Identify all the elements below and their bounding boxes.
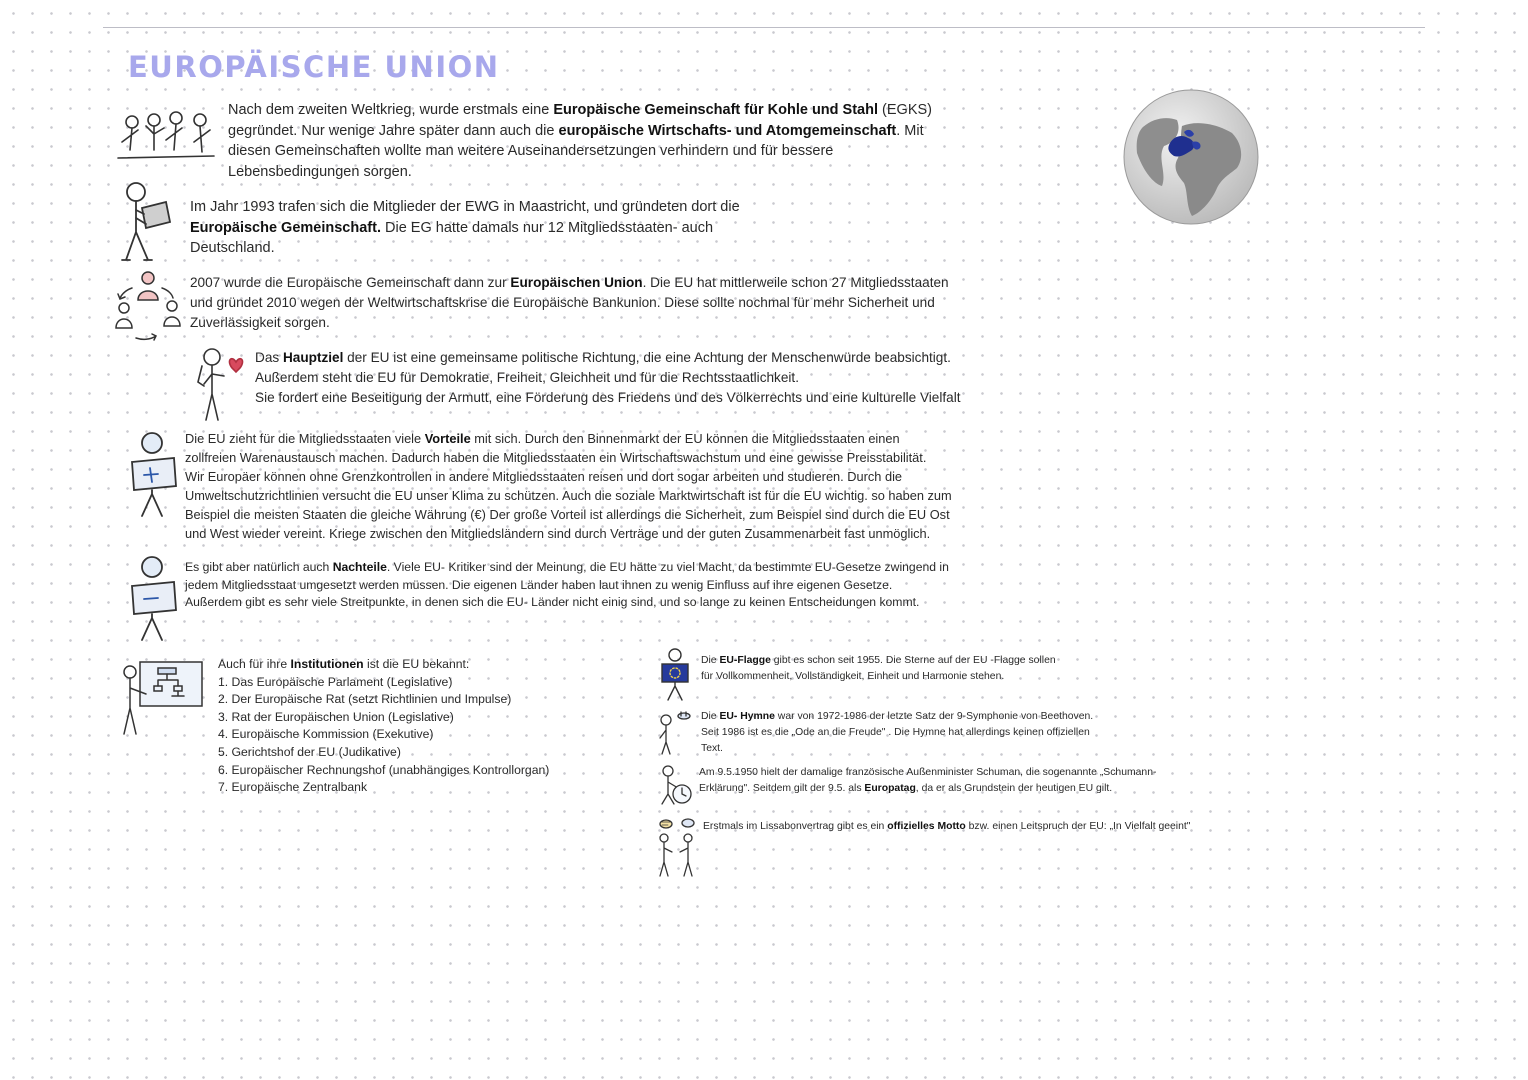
eu-paragraph — [190, 273, 949, 333]
list-item: 6. Europäischer Rechnungshof (unabhängiges Kontrollorgan) — [218, 762, 550, 777]
egks-line-4: Lebensbedingungen sorgen. — [228, 163, 412, 180]
egks-paragraph — [228, 100, 932, 182]
hymne-line-3: Text. — [701, 743, 723, 754]
eg-line-1: Im Jahr 1993 trafen sich die Mitglieder der EWG in Maastricht, und gründeten dort die — [190, 199, 740, 215]
flagge-line-1: Die EU-Flagge gibt es schon seit 1955. Die Sterne auf der EU -Flagge sollen — [701, 655, 1056, 666]
hymne-line-2: Seit 1986 ist es die „Ode an die Freude" . Die Hymne hat allerdings keinen offiziellen — [701, 727, 1090, 738]
ziel-line-2: Außerdem steht die EU für Demokratie, Freiheit, Gleichheit und für die Rechtsstaatlichkeit. — [255, 370, 799, 385]
europatag-line-2: Erklärung". Seitdem gilt der 9.5. als Europatag, da er als Grundstein der heutigen EU gilt. — [699, 783, 1113, 794]
motto-paragraph — [703, 819, 1190, 835]
egks-line-1: Nach dem zweiten Weltkrieg, wurde erstmals eine Europäische Gemeinschaft für Kohle und Stahl (EGKS) — [228, 102, 932, 118]
vorteile-line-6: und West wieder vereint. Kriege zwischen den Mitgliedsländern sind durch Verträge und der guten Zusammenarbeit fast unmöglich. — [185, 526, 931, 541]
nachteile-line-1: Es gibt aber natürlich auch Nachteile. Viele EU- Kritiker sind der Meinung, die EU hätte zu viel Macht, da bestimmte EU-Gesetze zwingend in — [185, 560, 949, 574]
flagge-paragraph — [701, 653, 1056, 685]
presentation-board-icon — [118, 658, 206, 738]
europatag-paragraph — [699, 765, 1156, 797]
institutionen-block — [218, 656, 549, 797]
hauptziel-paragraph — [255, 348, 961, 408]
person-carrying-icon — [116, 180, 172, 266]
people-group-icon — [116, 106, 218, 166]
flag-holder-icon — [658, 648, 692, 702]
nachteile-paragraph — [185, 559, 949, 612]
people-cycle-icon — [110, 268, 186, 344]
vorteile-line-1: Die EU zieht für die Mitgliedsstaaten viele Vorteile mit sich. Durch den Binnenmarkt der EU können die Mitgliedsstaaten einen — [185, 431, 900, 446]
list-item: 2. Der Europäische Rat (setzt Richtlinien und Impulse) — [218, 692, 512, 707]
person-clock-icon — [656, 764, 696, 806]
eg-line-2: Europäische Gemeinschaft. Die EG hatte damals nur 12 Mitgliedsstaaten- auch — [190, 219, 714, 236]
eu-line-2: und gründet 2010 wegen der Weltwirtschaftskrise die Europäische Bankunion. Diese sollte nochmal für mehr Sicherheit und — [190, 295, 935, 310]
top-divider — [103, 27, 1425, 28]
list-item: 7. Europäische Zentralbank — [218, 780, 368, 795]
eu-line-3: Zuverlässigkeit sorgen. — [190, 315, 330, 330]
globe-icon — [1122, 88, 1260, 226]
music-singer-icon — [656, 710, 694, 756]
europatag-line-1: Am 9.5.1950 hielt der damalige französische Außenminister Schuman, die sogenannte „Schumann- — [699, 767, 1157, 778]
nachteile-line-2: jedem Mitgliedsstaat umgesetzt werden müssen. Die eigenen Länder haben laut ihnen zu wenig Einfluss auf ihre eigenen Gesetze. — [185, 577, 893, 592]
ziel-line-1: Das Hauptziel der EU ist eine gemeinsame politische Richtung, die eine Achtung der Menschenwürde beabsichtigt. — [255, 350, 951, 365]
hymne-line-1: Die EU- Hymne war von 1972-1986 der letzte Satz der 9-Symphonie von Beethoven. — [701, 711, 1094, 722]
person-minus-sign-icon — [128, 554, 178, 642]
flagge-line-2: für Vollkommenheit, Vollständigkeit, Einheit und Harmonie stehen. — [701, 671, 1005, 682]
vorteile-line-5: Beispiel die meisten Staaten die gleiche Währung (€) Der große Vorteil ist allerdings die Sicherheit, zum Beispiel sind durch die EU Ost — [185, 507, 950, 522]
egks-line-3: diesen Gemeinschaften wollte man weitere Auseinandersetzungen verhindern und für bessere — [228, 143, 834, 160]
motto-line-1: Erstmals im Lissabonvertrag gibt es ein offizielles Motto bzw. einen Leitspruch der EU: „In Vielfalt geeint" — [703, 821, 1191, 832]
vorteile-paragraph — [185, 429, 952, 543]
list-item: 1. Das Europäische Parlament (Legislative) — [218, 674, 453, 689]
institutionen-list — [218, 674, 549, 797]
hymne-paragraph — [701, 709, 1093, 757]
eu-line-1: 2007 wurde die Europäische Gemeinschaft dann zur Europäischen Union. Die EU hat mittlerweile schon 27 Mitgliedsstaaten — [190, 275, 949, 290]
eg-paragraph — [190, 197, 740, 259]
institutionen-intro: Auch für ihre Institutionen ist die EU bekannt: — [218, 657, 470, 671]
list-item: 3. Rat der Europäischen Union (Legislative) — [218, 709, 454, 724]
nachteile-line-3: Außerdem gibt es sehr viele Streitpunkte, in denen sich die EU- Länder nicht einig sind, und so lange zu keinen Entscheidungen kommt. — [185, 595, 920, 610]
vorteile-line-2: zollfreien Warenaustausch machen. Dadurch haben die Mitgliedsstaaten ein Wirtschaftswachstum und eine gewisse Preisstabilität. — [185, 450, 927, 465]
vorteile-line-3: Wir Europäer können ohne Grenzkontrollen in andere Mitgliedsstaaten reisen und dort sogar arbeiten und studieren. Durch die — [185, 469, 903, 484]
page-title: EUROPÄISCHE UNION — [128, 50, 500, 84]
list-item: 4. Europäische Kommission (Exekutive) — [218, 727, 434, 742]
people-talking-icon — [654, 818, 698, 880]
person-heart-icon — [194, 346, 250, 424]
egks-line-2: gegründet. Nur wenige Jahre später dann auch die europäische Wirtschafts- und Atomgemeinschaft. Mit — [228, 122, 924, 139]
eg-line-3: Deutschland. — [190, 240, 275, 257]
person-plus-sign-icon — [128, 430, 178, 518]
vorteile-line-4: Umweltschutzrichtlinien versucht die EU unser Klima zu schützen. Auch die soziale Marktwirtschaft ist für die EU wichtig. so haben zum — [185, 488, 952, 503]
ziel-line-3: Sie fordert eine Beseitigung der Armutt, eine Förderung des Friedens und des Völkerrechts und eine kulturelle Vielfalt — [255, 390, 961, 405]
list-item: 5. Gerichtshof der EU (Judikative) — [218, 744, 401, 759]
